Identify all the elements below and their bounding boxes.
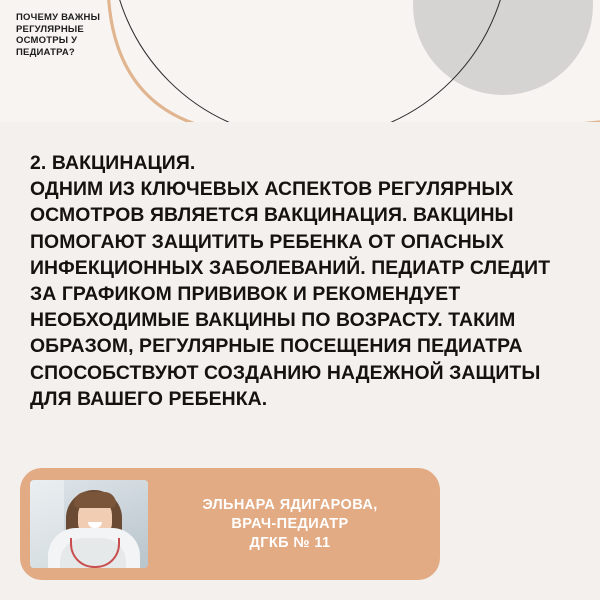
body-copy: 2. ВАКЦИНАЦИЯ. ОДНИМ ИЗ КЛЮЧЕВЫХ АСПЕКТОВ РЕГУЛЯРНЫХ ОСМОТРОВ ЯВЛЯЕТСЯ ВАКЦИНАЦИЯ. ВАКЦИНЫ ПОМОГАЮТ ЗАЩИТИТЬ РЕБЕНКА ОТ ОПАСНЫХ ИНФЕКЦИОННЫХ ЗАБОЛЕВАНИЙ. ПЕДИАТР СЛЕДИТ ЗА ГРАФИКОМ ПРИВИВОК И РЕКОМЕНДУЕТ НЕОБХОДИМЫЕ ВАКЦИНЫ ПО ВОЗРАСТУ. ТАКИМ ОБРАЗОМ, РЕГУЛЯРНЫЕ ПОСЕЩЕНИЯ ПЕДИАТРА СПОСОБСТВУЮТ СОЗДАНИЮ НАДЕЖНОЙ ЗАЩИТЫ ДЛЯ ВАШЕГО РЕБЕНКА.: [30, 152, 551, 410]
author-name-block: ЭЛЬНАРА ЯДИГАРОВА, ВРАЧ-ПЕДИАТР ДГКБ № 11: [202, 496, 378, 551]
doctor-photo: [30, 480, 148, 568]
author-card: [20, 468, 440, 580]
photo-fringe: [74, 492, 116, 508]
eyebrow-title: ПОЧЕМУ ВАЖНЫ РЕГУЛЯРНЫЕ ОСМОТРЫ У ПЕДИАТРА?: [16, 12, 101, 58]
